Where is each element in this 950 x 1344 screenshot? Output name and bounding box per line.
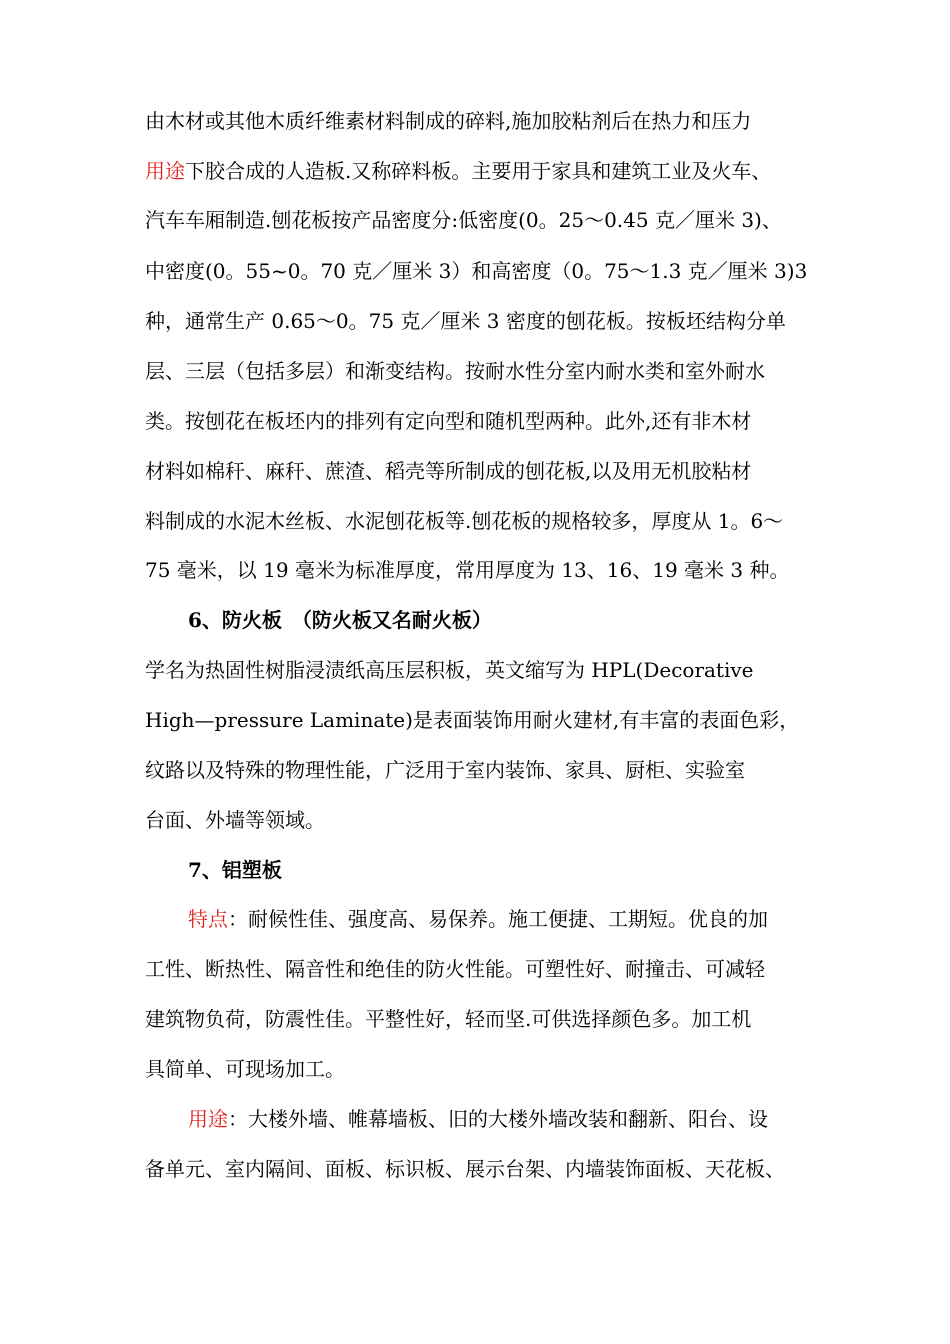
paragraph-line: 具简单、可现场加工。: [145, 1057, 345, 1081]
keyword-features: 特点: [188, 907, 228, 931]
paragraph-line: 类。按刨花在板坯内的排列有定向型和随机型两种。此外,还有非木材: [145, 409, 752, 433]
paragraph-line: 种，通常生产 0.65～0。75 克／厘米 3 密度的刨花板。按板坯结构分单: [145, 309, 786, 333]
paragraph-line: 特点：耐候性佳、强度高、易保养。施工便捷、工期短。优良的加: [188, 907, 768, 931]
paragraph-line: 学名为热固性树脂浸渍纸高压层积板，英文缩写为 HPL(Decorative: [145, 658, 754, 682]
paragraph-line: 备单元、室内隔间、面板、标识板、展示台架、内墙装饰面板、天花板、: [145, 1157, 785, 1181]
paragraph-line: 用途：大楼外墙、帷幕墙板、旧的大楼外墙改装和翻新、阳台、设: [188, 1107, 768, 1131]
paragraph-line: 台面、外墙等领域。: [145, 808, 325, 832]
paragraph-line: 由木材或其他木质纤维素材料制成的碎料,施加胶粘剂后在热力和压力: [145, 109, 752, 133]
section-heading-fireproof-board: 6、防火板 （防火板又名耐火板）: [188, 608, 492, 632]
paragraph-line: 料制成的水泥木丝板、水泥刨花板等.刨花板的规格较多，厚度从 1。6～: [145, 509, 784, 533]
paragraph-line: 建筑物负荷，防震性佳。平整性好，轻而坚.可供选择颜色多。加工机: [145, 1007, 752, 1031]
paragraph-line: 中密度(0。55~0。70 克／厘米 3）和高密度（0。75～1.3 克／厘米 3)3: [145, 259, 808, 283]
keyword-uses: 用途: [145, 159, 185, 183]
paragraph-line: 材料如棉秆、麻秆、蔗渣、稻壳等所制成的刨花板,以及用无机胶粘材: [145, 459, 752, 483]
paragraph-line: 汽车车厢制造.刨花板按产品密度分:低密度(0。25～0.45 克／厘米 3)、: [145, 208, 782, 232]
keyword-uses: 用途: [188, 1107, 228, 1131]
paragraph-line: 工性、断热性、隔音性和绝佳的防火性能。可塑性好、耐撞击、可减轻: [145, 957, 765, 981]
section-heading-aluminum-plastic-board: 7、铝塑板: [188, 858, 282, 882]
paragraph-line: 75 毫米，以 19 毫米为标准厚度，常用厚度为 13、16、19 毫米 3 种。: [145, 558, 790, 582]
paragraph-line: 层、三层（包括多层）和渐变结构。按耐水性分室内耐水类和室外耐水: [145, 359, 765, 383]
paragraph-line: High—pressure Laminate)是表面装饰用耐火建材,有丰富的表面色彩，: [145, 708, 800, 732]
paragraph-line: 用途下胶合成的人造板.又称碎料板。主要用于家具和建筑工业及火车、: [145, 159, 772, 183]
paragraph-line: 纹路以及特殊的物理性能，广泛用于室内装饰、家具、厨柜、实验室: [145, 758, 745, 782]
